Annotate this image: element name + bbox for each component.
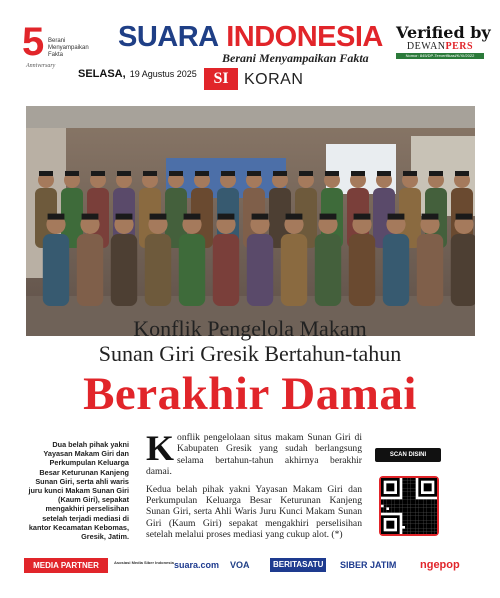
partner-logos [114, 556, 484, 574]
verified-title: Verified by [396, 23, 491, 42]
edition-label: KORAN [244, 71, 304, 88]
paragraph-2: Kedua belah pihak yakni Yayasan Makam Giri dan Perkumpulan Keluarga Besar Keturunan Kanjeng Sunan Giri, serta Ahli Waris Juru Kunci Makam Sunan Giri (Kaum Giri) sepakat mengakhiri perselisihan setelah melalui proses mediasi yang cukup alot. (*) [146, 483, 362, 541]
partner-amsi: Asosiasi Media Siber Indonesia [114, 560, 174, 565]
drop-cap: K [146, 428, 175, 468]
si-logo: SI [204, 68, 238, 90]
scan-label: SCAN DISINI [375, 448, 441, 462]
partner-siberjatim: SIBER JATIM [340, 560, 397, 570]
partner-beritasatu: BERITASATU [270, 558, 326, 572]
partner-suara: suara.com [174, 560, 220, 570]
kicker-line-1: Konflik Pengelola Makam [133, 316, 367, 341]
anniversary-sub: Anniversary [26, 63, 56, 69]
verified-badge [396, 23, 491, 59]
anniversary-tagline: Berani Menyampaikan Fakta [48, 38, 89, 58]
article-body [146, 428, 362, 547]
media-partner-label: MEDIA PARTNER [24, 558, 108, 573]
masthead-tagline: Berani Menyampaikan Fakta [222, 51, 369, 65]
partner-ngepop: ngepop [420, 559, 460, 571]
kicker-line-2: Sunan Giri Gresik Bertahun-tahun [98, 341, 402, 366]
paragraph-1: onflik pengelolaan situs makam Sunan Giri di Kabupaten Gresik yang sudah berlangsung selama bertahun-tahun akhirnya berakhir damai. [146, 432, 362, 478]
summary-text: Dua belah pihak yakni Yayasan Makam Giri dan Perkumpulan Keluarga Besar Keturunan Kanjeng Sunan Giri, serta ahli waris juru kunci Makam Sunan Giri (Kaum Giri), sepakat mengakhiri perselisihan setelah terjadi mediasi di kantor Kecamatan Kebomas, Gresik, Jatim. [28, 440, 129, 542]
masthead-title: SUARA INDONESIA [118, 21, 383, 53]
anniversary-number: 5 [22, 20, 42, 64]
verified-sub: DEWANPERS [406, 41, 474, 52]
qr-code[interactable] [379, 476, 439, 536]
dateline: SELASA, 19 Agustus 2025 [78, 68, 197, 80]
main-headline: Berakhir Damai [83, 368, 417, 420]
partner-voa: VOA [230, 560, 250, 570]
masthead [118, 21, 383, 66]
verified-cert: Nomor: 845/DP-Terverifikasi/K/XI/2022 [396, 53, 484, 59]
group-photo [26, 106, 475, 336]
anniversary-logo [22, 20, 89, 74]
